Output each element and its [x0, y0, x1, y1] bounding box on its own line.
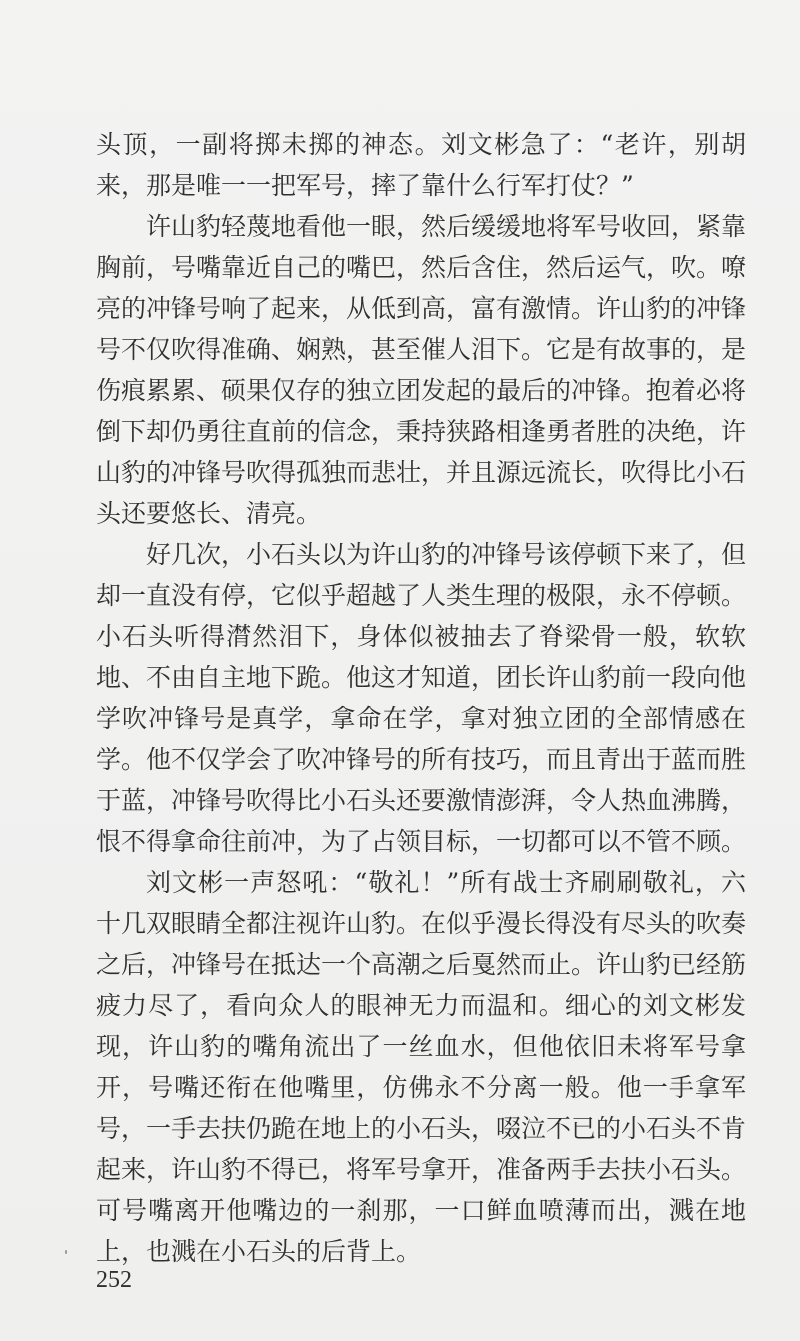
paragraph-3: 好几次，小石头以为许山豹的冲锋号该停顿下来了，但却一直没有停，它似乎超越了人类生理的极限，永不停顿。小石头听得潸然泪下，身体似被抽去了脊梁骨一般，软软地、不由自主地下跪。他这才知道，团长许山豹前一段向他学吹冲锋号是真学，拿命在学，拿对独立团的全部情感在学。他不仅学会了吹冲锋号的所有技巧，而且青出于蓝而胜于蓝，冲锋号吹得比小石头还要激情澎湃，令人热血沸腾，恨不得拿命往前冲，为了占领目标，一切都可以不管不顾。: [96, 540, 747, 856]
paragraph-2: 许山豹轻蔑地看他一眼，然后缓缓地将军号收回，紧靠胸前，号嘴靠近自己的嘴巴，然后含住，然后运气，吹。嘹亮的冲锋号响了起来，从低到高，富有激情。许山豹的冲锋号不仅吹得准确、娴熟，甚至催人泪下。它是有故事的，是伤痕累累、硕果仅存的独立团发起的最后的冲锋。抱着必将倒下却仍勇往直前的信念，秉持狭路相逢勇者胜的决绝，许山豹的冲锋号吹得孤独而悲壮，并且源远流长，吹得比小石头还要悠长、清亮。: [96, 212, 747, 528]
paragraph-1: 头顶，一副将掷未掷的神态。刘文彬急了：“老许，别胡来，那是唯一一把军号，摔了靠什么行军打仗？”: [96, 130, 746, 200]
body-text: [96, 124, 746, 1272]
scan-speck: [65, 1250, 67, 1254]
paragraph-4: 刘文彬一声怒吼：“敬礼！”所有战士齐刷刷敬礼，六十几双眼睛全都注视许山豹。在似乎漫长得没有尽头的吹奏之后，冲锋号在抵达一个高潮之后戛然而止。许山豹已经筋疲力尽了，看向众人的眼神无力而温和。细心的刘文彬发现，许山豹的嘴角流出了一丝血水，但他依旧未将军号拿开，号嘴还衔在他嘴里，仿佛永不分离一般。他一手拿军号，一手去扶仍跪在地上的小石头，啜泣不已的小石头不肯起来，许山豹不得已，将军号拿开，准备两手去扶小石头。可号嘴离开他嘴边的一刹那，一口鲜血喷薄而出，溅在地上，也溅在小石头的后背上。: [96, 868, 747, 1266]
page-number: 252: [96, 1267, 132, 1293]
